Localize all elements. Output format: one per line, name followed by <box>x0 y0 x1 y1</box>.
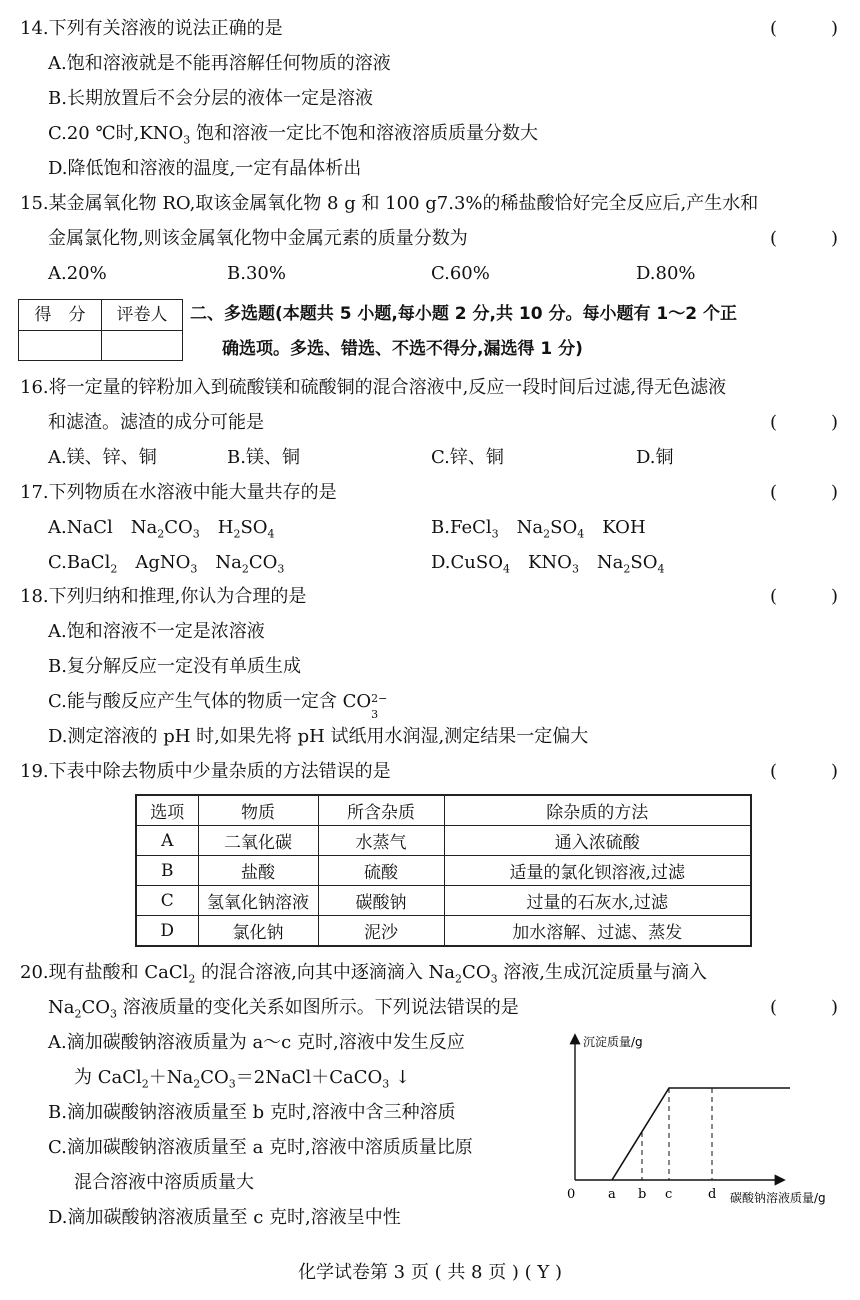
q17-stem: 17.下列物质在水溶液中能大量共存的是 <box>20 482 337 503</box>
q20-option-c-line1: C.滴加碳酸钠溶液质量至 a 克时,溶液中溶质质量比原 <box>48 1137 473 1158</box>
table-header-row <box>136 795 751 826</box>
q14-option-b: B.长期放置后不会分层的液体一定是溶液 <box>48 88 373 109</box>
score-cell[interactable] <box>19 331 102 360</box>
q20-option-a-line2: 为 $CaCl_2+Na_2CO_3=2NaCl+CaCO_3$ ↓ <box>74 1067 411 1091</box>
table-header: 物质 <box>198 795 318 826</box>
table-row <box>136 856 751 886</box>
tick-c: c <box>665 1187 673 1202</box>
table-cell: 盐酸 <box>198 856 318 886</box>
q16-option-a: A.镁、锌、铜 <box>48 447 157 468</box>
table-cell: B <box>136 856 198 886</box>
q14-answer-paren: ( ) <box>769 18 838 39</box>
tick-b: b <box>638 1187 647 1202</box>
tick-a: a <box>608 1187 616 1202</box>
x-axis-label: 碳酸钠溶液质量/g <box>730 1191 826 1205</box>
q14-option-a: A.饱和溶液就是不能再溶解任何物质的溶液 <box>48 53 391 74</box>
table-header: 选项 <box>136 795 198 826</box>
q15-option-c: C.60% <box>431 263 490 284</box>
table-cell: 通入浓硫酸 <box>444 826 751 856</box>
q15-option-d: D.80% <box>636 263 696 284</box>
y-axis-label: 沉淀质量/g <box>583 1035 643 1049</box>
q20-option-c-line2: 混合溶液中溶质质量大 <box>74 1172 254 1193</box>
q16-option-c: C.锌、铜 <box>431 447 504 468</box>
table-cell: A <box>136 826 198 856</box>
q15-option-a: A.20% <box>48 263 107 284</box>
q18-option-b: B.复分解反应一定没有单质生成 <box>48 656 301 677</box>
q20-option-b: B.滴加碳酸钠溶液质量至 b 克时,溶液中含三种溶质 <box>48 1102 456 1123</box>
table-row <box>136 886 751 916</box>
q17-answer-paren: ( ) <box>769 482 838 503</box>
table-cell: 适量的氯化钡溶液,过滤 <box>444 856 751 886</box>
q18-option-d: D.测定溶液的 pH 时,如果先将 pH 试纸用水润湿,测定结果一定偏大 <box>48 726 589 747</box>
q15-option-b: B.30% <box>227 263 286 284</box>
q18-answer-paren: ( ) <box>769 586 838 607</box>
origin-label: 0 <box>567 1187 576 1202</box>
q14-option-d: D.降低饱和溶液的温度,一定有晶体析出 <box>48 158 362 179</box>
q16-answer-paren: ( ) <box>769 412 838 433</box>
table-row <box>136 826 751 856</box>
section-heading-line2: 确选项。多选、错选、不选不得分,漏选得 1 分) <box>222 339 583 359</box>
q17-option-c: C.BaCl$_2$ AgNO$_3$ $Na_2CO_3$ <box>48 552 285 576</box>
q17-option-b: B.FeCl$_3$ $Na_2SO_4$ KOH <box>431 517 646 541</box>
table-cell: C <box>136 886 198 916</box>
q16-stem-line1: 16.将一定量的锌粉加入到硫酸镁和硫酸铜的混合溶液中,反应一段时间后过滤,得无色滤液 <box>20 377 727 398</box>
q15-stem-line1: 15.某金属氧化物 RO,取该金属氧化物 8 g 和 100 g7.3%的稀盐酸恰好完全反应后,产生水和 <box>20 193 759 214</box>
table-cell: 氯化钠 <box>198 916 318 947</box>
q20-option-a-line1: A.滴加碳酸钠溶液质量为 a～c 克时,溶液中发生反应 <box>48 1032 465 1053</box>
table-cell: 水蒸气 <box>318 826 444 856</box>
table-header: 除杂质的方法 <box>444 795 751 826</box>
impurity-table <box>135 794 752 947</box>
table-cell: 碳酸钠 <box>318 886 444 916</box>
q14-option-c: C.20 ℃时$,KNO_3$ 饱和溶液一定比不饱和溶液溶质质量分数大 <box>48 123 539 147</box>
q19-stem: 19.下表中除去物质中少量杂质的方法错误的是 <box>20 761 391 782</box>
q17-option-d: D.CuSO$_4$ $KNO_3$ $Na_2SO_4$ <box>431 552 665 576</box>
table-cell: 加水溶解、过滤、蒸发 <box>444 916 751 947</box>
q19-answer-paren: ( ) <box>769 761 838 782</box>
q20-option-d: D.滴加碳酸钠溶液质量至 c 克时,溶液呈中性 <box>48 1207 401 1228</box>
q16-option-b: B.镁、铜 <box>227 447 300 468</box>
q18-option-a: A.饱和溶液不一定是浓溶液 <box>48 621 265 642</box>
table-header: 所含杂质 <box>318 795 444 826</box>
table-cell: 泥沙 <box>318 916 444 947</box>
score-label: 得 分 <box>34 305 86 325</box>
q20-stem-line2: $Na_2CO_3$ 溶液质量的变化关系如图所示。下列说法错误的是 <box>48 997 519 1021</box>
q17-option-a: A.NaCl $Na_2CO_3$ $H_2SO_4$ <box>48 517 275 541</box>
grader-label: 评卷人 <box>116 305 168 325</box>
q15-stem-line2: 金属氯化物,则该金属氧化物中金属元素的质量分数为 <box>48 228 468 249</box>
q20-answer-paren: ( ) <box>769 997 838 1018</box>
table-cell: D <box>136 916 198 947</box>
tick-d: d <box>708 1187 717 1202</box>
grader-cell[interactable] <box>102 331 182 360</box>
q16-stem-line2: 和滤渣。滤渣的成分可能是 <box>48 412 264 433</box>
table-cell: 硫酸 <box>318 856 444 886</box>
section-heading-line1: 二、多选题(本题共 5 小题,每小题 2 分,共 10 分。每小题有 1～2 个正 <box>190 304 738 324</box>
q14-stem: 14.下列有关溶液的说法正确的是 <box>20 18 283 39</box>
q18-stem: 18.下列归纳和推理,你认为合理的是 <box>20 586 307 607</box>
q20-stem-line1: 20.现有盐酸和 CaCl$_2$ 的混合溶液,向其中逐滴滴入 $Na_2CO_3$ 溶液,生成沉淀质量与滴入 <box>20 962 708 986</box>
table-cell: 二氧化碳 <box>198 826 318 856</box>
score-table <box>18 299 183 361</box>
precipitate-graph <box>555 1028 845 1218</box>
q18-option-c: C.能与酸反应产生气体的物质一定含 CO 2− 3 <box>48 691 388 721</box>
q15-answer-paren: ( ) <box>769 228 838 249</box>
page-footer: 化学试卷第 3 页 ( 共 8 页 ) ( Y ) <box>297 1262 563 1283</box>
precipitate-curve <box>612 1088 790 1180</box>
table-cell: 氢氧化钠溶液 <box>198 886 318 916</box>
table-row <box>136 916 751 947</box>
table-cell: 过量的石灰水,过滤 <box>444 886 751 916</box>
q16-option-d: D.铜 <box>636 447 674 468</box>
